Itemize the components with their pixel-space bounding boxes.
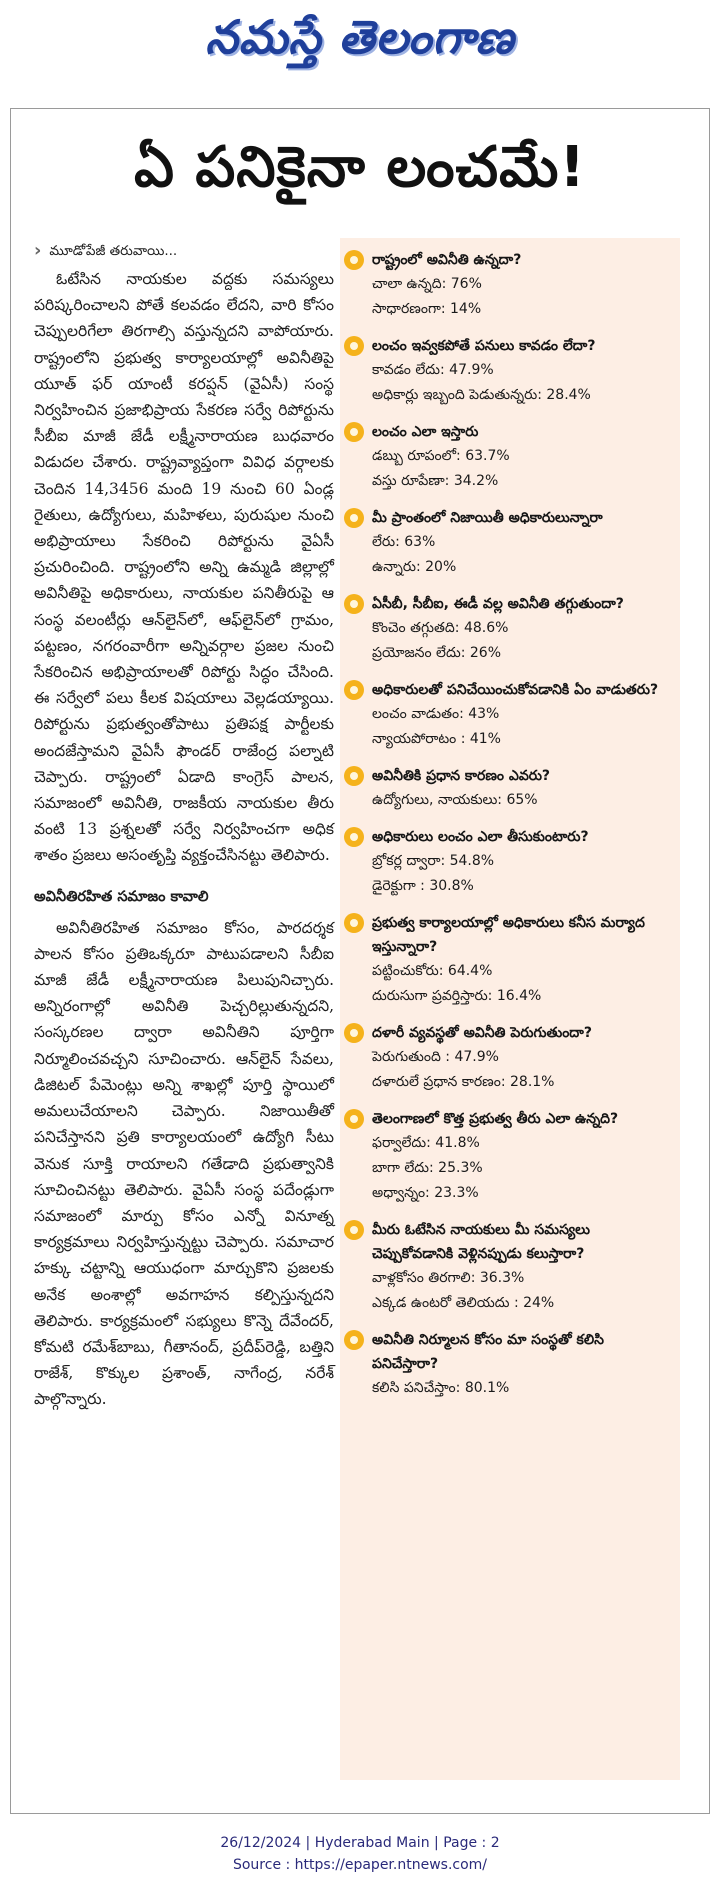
survey-answer: డబ్బు రూపంలో: 63.7% xyxy=(372,448,510,464)
survey-answer: ఎక్కడ ఉంటరో తెలియదు : 24% xyxy=(372,1295,555,1311)
survey-answer: లంచం వాడుతం: 43% xyxy=(372,706,500,722)
survey-question: అధికారులు లంచం ఎలా తీసుకుంటారు? xyxy=(372,829,589,845)
survey-answer: బాగా లేదు: 25.3% xyxy=(372,1160,483,1176)
survey-question: అవినీతికి ప్రధాన కారణం ఎవరు? xyxy=(372,768,551,784)
chevron-right-icon: › xyxy=(34,239,42,261)
body-paragraph: ఓటేసిన నాయకుల వద్దకు సమస్యలు పరిష్కరించాలని పోతే కలవడం లేదని, వారి కోసం చెప్పులరిగేలా తిరగాల్సి వస్తున్నదని వాపోయారు. రాష్ట్రంలోని ప్రభుత్వ కార్యాలయాల్లో అవినీతిపై యూత్ ఫర్ యాంటీ కరప్షన్ (వైఏసీ) సంస్థ నిర్వహించిన ప్రజాభిప్రాయ సేకరణ సర్వే రిపోర్టును సీబీఐ మాజీ జేడీ లక్ష్మీనారాయణ బుధవారం విడుదల చేశారు. రాష్ట్రవ్యాప్తంగా వివిధ వర్గాలకు చెందిన 14,3456 మంది 19 నుంచి 60 ఏండ్ల రైతులు, ఉద్యోగులు, మహిళలు, పురుషుల నుంచి అభిప్రాయాలు సేకరించి రిపోర్టును వైఏసీ ప్రచురించింది. రాష్ట్రంలోని అన్ని ఉమ్మడి జిల్లాల్లో అవినీతిపై అధికారులు, నాయకుల పనితీరుపై ఆ సంస్థ వలంటీర్లు ఆన్‌లైన్‌లో, ఆఫ్‌లైన్‌లో గ్రామం, పట్టణం, నగరంవారీగా అన్నివర్గాల ప్రజల నుంచి సేకరించిన అభిప్రాయాలతో రిపోర్టు సిద్ధం చేసింది. ఈ సర్వేలో పలు కీలక విషయాలు వెల్లడయ్యాయి. రిపోర్టును ప్రభుత్వంతోపాటు ప్రతిపక్ష పార్టీలకు అందజేస్తామని వైఏసీ ఫౌండర్ రాజేంద్ర పల్నాటి చెప్పారు. రాష్ట్రంలో ఏడాది కాంగ్రెస్ పాలన, సమాజంలో అవినీతి, రాజకీయ నాయకుల తీరు వంటి 13 ప్రశ్నలతో సర్వే నిర్వహించగా అధిక శాతం ప్రజలు అసంతృప్తి వ్యక్తంచేసినట్టు తెలిపారు. xyxy=(34,270,334,865)
survey-answer: ప్రయోజనం లేదు: 26% xyxy=(372,645,502,661)
newspaper-logo: నమస్తే తెలంగాణ xyxy=(205,10,515,64)
survey-question: మీరు ఓటేసిన నాయకులు మీ సమస్యలు చెప్పుకోవడానికి వెళ్లినప్పుడు కలుస్తారా? xyxy=(372,1222,590,1262)
survey-item xyxy=(340,420,672,494)
survey-question: రాష్ట్రంలో అవినీతి ఉన్నదా? xyxy=(372,252,522,268)
survey-item xyxy=(340,825,672,899)
survey-item xyxy=(340,248,672,322)
survey-panel xyxy=(340,238,680,1780)
survey-answer: పెరుగుతుంది : 47.9% xyxy=(372,1049,499,1065)
survey-item xyxy=(340,911,672,1009)
body-paragraph: అవినీతిరహిత సమాజం కోసం, పారదర్శక పాలన కోసం ప్రతిఒక్కరూ పాటుపడాలని సీబీఐ మాజీ జేడీ లక్ష్మీనారాయణ పిలుపునిచ్చారు. అన్నిరంగాల్లో అవినీతి పెచ్చరిల్లుతున్నదని, సంస్కరణల ద్వారా అవినీతిని పూర్తిగా నిర్మూలించవచ్చని సూచించారు. ఆన్‌లైన్ సేవలు, డిజిటల్ పేమెంట్లు అన్ని శాఖల్లో పూర్తి స్థాయిలో అమలుచేయాలని చెప్పారు. నిజాయితీతో పనిచేస్తానని ప్రతి కార్యాలయంలో ఉద్యోగి సీటు వెనుక సూక్తి రాయాలని గతేడాది ప్రభుత్వానికి సూచించినట్టు తెలిపారు. వైఏసీ సంస్థ పదేండ్లుగా సమాజంలో మార్పు కోసం ఎన్నో వినూత్న కార్యక్రమాలు నిర్వహిస్తున్నట్టు చెప్పారు. సమాచార హక్కు చట్టాన్ని ఆయుధంగా మార్చుకొని ప్రజలకు అనేక అంశాల్లో అవగాహన కల్పిస్తున్నదని తెలిపారు. కార్యక్రమంలో సభ్యులు కొన్నె దేవేందర్, కోమటి రమేశ్‌బాబు, గీతానంద్, ప్రదీప్‌రెడ్డి, బత్తిని రాజేశ్, కొక్కుల ప్రశాంత్, నాగేంద్ర, నరేశ్ పాల్గొన్నారు. xyxy=(34,918,334,1409)
bullet-circle-icon xyxy=(344,250,364,270)
survey-item xyxy=(340,592,672,666)
survey-item xyxy=(340,764,672,813)
bullet-circle-icon xyxy=(344,766,364,786)
section-subhead: అవినీతిరహిత సమాజం కావాలి xyxy=(34,888,209,905)
survey-item xyxy=(340,678,672,752)
footer-source: Source : https://epaper.ntnews.com/ xyxy=(232,1857,488,1873)
footer-dateline: 26/12/2024 | Hyderabad Main | Page : 2 xyxy=(220,1835,500,1851)
survey-question: దళారీ వ్యవస్థతో అవినీతి పెరుగుతుందా? xyxy=(372,1025,592,1041)
bullet-circle-icon xyxy=(344,1220,364,1240)
survey-answer: పట్టించుకోరు: 64.4% xyxy=(372,963,493,979)
survey-item xyxy=(340,334,672,408)
survey-item xyxy=(340,1328,672,1401)
survey-answer: బ్రోకర్ల ద్వారా: 54.8% xyxy=(372,853,495,869)
bullet-circle-icon xyxy=(344,827,364,847)
survey-question: అధికారులతో పనిచేయించుకోవడానికి ఏం వాడుతరు? xyxy=(372,682,659,698)
continued-from-line xyxy=(34,238,334,264)
survey-question: ఏసీబీ, సీబీఐ, ఈడీ వల్ల అవినీతి తగ్గుతుందా? xyxy=(372,596,624,612)
bullet-circle-icon xyxy=(344,594,364,614)
survey-question: లంచం ఎలా ఇస్తారు xyxy=(372,424,479,440)
survey-answer: చాలా ఉన్నది: 76% xyxy=(372,276,482,292)
masthead xyxy=(0,0,720,86)
survey-answer: లేరు: 63% xyxy=(372,534,436,550)
survey-item xyxy=(340,1021,672,1095)
page-footer xyxy=(0,1832,720,1876)
survey-item xyxy=(340,506,672,580)
bullet-circle-icon xyxy=(344,680,364,700)
survey-answer: అధ్వాన్నం: 23.3% xyxy=(372,1185,479,1201)
survey-answer: దురుసుగా ప్రవర్తిస్తారు: 16.4% xyxy=(372,988,542,1004)
survey-answer: సాధారణంగా: 14% xyxy=(372,301,482,317)
survey-answer: ఫర్వాలేదు: 41.8% xyxy=(372,1135,480,1151)
bullet-circle-icon xyxy=(344,1330,364,1350)
article-body xyxy=(34,238,334,1413)
bullet-circle-icon xyxy=(344,1023,364,1043)
survey-answer: అధికార్లు ఇబ్బంది పెడుతున్నరు: 28.4% xyxy=(372,387,591,403)
bullet-circle-icon xyxy=(344,336,364,356)
survey-answer: డైరెక్టుగా : 30.8% xyxy=(372,878,474,894)
survey-item xyxy=(340,1218,672,1316)
survey-answer: కావడం లేదు: 47.9% xyxy=(372,362,494,378)
survey-question: మీ ప్రాంతంలో నిజాయితీ అధికారులున్నారా xyxy=(372,510,603,526)
bullet-circle-icon xyxy=(344,508,364,528)
survey-question: ప్రభుత్వ కార్యాలయాల్లో అధికారులు కనీస మర్యాద ఇస్తున్నారా? xyxy=(372,915,645,955)
survey-item xyxy=(340,1107,672,1206)
survey-answer: కలిసి పనిచేస్తాం: 80.1% xyxy=(372,1380,510,1396)
survey-answer: కొంచెం తగ్గుతది: 48.6% xyxy=(372,620,509,636)
continued-label: మూడోపేజీ తరువాయి... xyxy=(49,242,178,259)
survey-question: తెలంగాణలో కొత్త ప్రభుత్వ తీరు ఎలా ఉన్నది? xyxy=(372,1111,619,1127)
survey-answer: దళారులే ప్రధాన కారణం: 28.1% xyxy=(372,1074,555,1090)
survey-answer: న్యాయపోరాటం : 41% xyxy=(372,731,501,747)
article-headline: ఏ పనికైనా లంచమే! xyxy=(134,135,586,200)
survey-question: అవినీతి నిర్మూలన కోసం మా సంస్థతో కలిసి పనిచేస్తారా? xyxy=(372,1332,604,1372)
bullet-circle-icon xyxy=(344,913,364,933)
survey-answer: వాళ్లకోసం తిరగాలి: 36.3% xyxy=(372,1270,525,1286)
survey-answer: ఉన్నారు: 20% xyxy=(372,559,457,575)
bullet-circle-icon xyxy=(344,1109,364,1129)
survey-answer: వస్తు రూపేణా: 34.2% xyxy=(372,473,499,489)
bullet-circle-icon xyxy=(344,422,364,442)
survey-answer: ఉద్యోగులు, నాయకులు: 65% xyxy=(372,792,538,808)
survey-question: లంచం ఇవ్వకపోతే పనులు కావడం లేదా? xyxy=(372,338,596,354)
